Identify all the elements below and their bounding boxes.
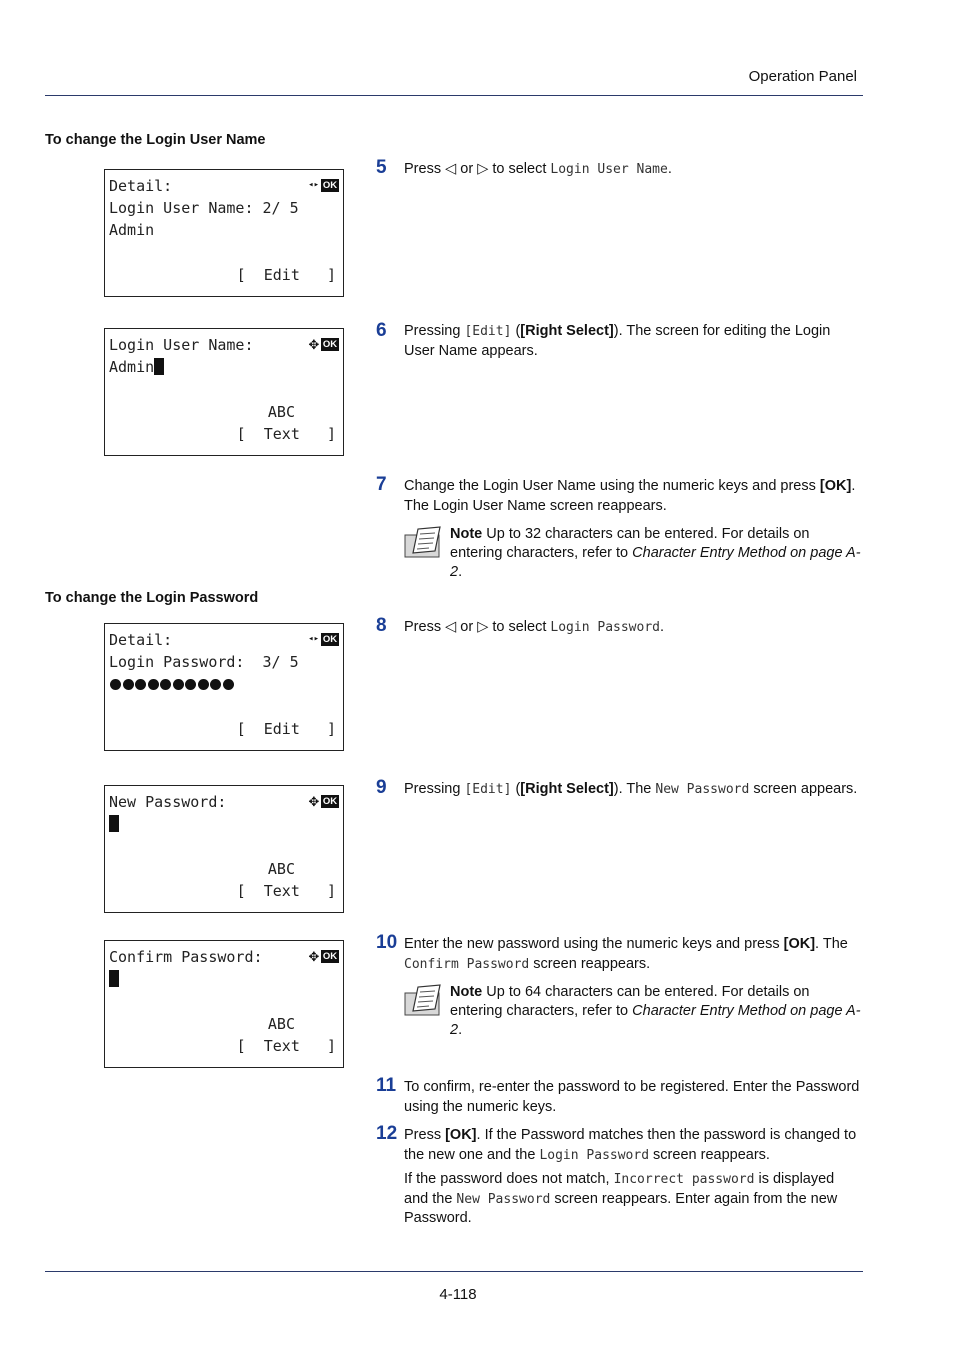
text: Press ◁ or ▷ to select [404, 161, 551, 177]
text: To confirm, re-enter the password to be registered. Enter the Password using the numeric keys. [404, 1079, 860, 1115]
cross-reference: Character Entry Method on page A-2 [450, 1003, 861, 1038]
four-way-arrow-icon: ✥ [308, 334, 319, 354]
text: . If the Password matches then the password is changed to the new one and the [404, 1127, 857, 1163]
text: ( [511, 323, 521, 339]
text: Change the Login User Name using the numeric keys and press [404, 478, 820, 494]
step-number: 10 [376, 932, 398, 953]
text: . [458, 1022, 463, 1038]
text: . [659, 619, 665, 635]
key-name: [OK] [445, 1127, 477, 1143]
ok-icon: OK [322, 339, 338, 350]
text: ( [511, 781, 521, 797]
mask-dot [198, 679, 209, 690]
text-cursor [109, 970, 119, 987]
panel-text: Login User Name [550, 162, 668, 177]
text: screen reappears. [649, 1146, 770, 1163]
screen-line: Admin [109, 221, 155, 239]
panel-screen-new-password [104, 785, 344, 913]
panel-text: New Password [655, 782, 750, 797]
ok-icon: OK [322, 796, 338, 807]
screen-line-input [109, 968, 119, 990]
screen-line-input [109, 813, 119, 835]
screen-line: Confirm Password: [109, 948, 263, 966]
mask-dot [135, 679, 146, 690]
step-number: 5 [376, 157, 387, 178]
text: Up to 32 characters can be entered. For details on entering characters, refer to [450, 526, 810, 561]
step-text [404, 160, 862, 180]
note-label: Note [450, 526, 483, 542]
step-text [404, 1126, 862, 1165]
softkey-label: [ Text ] [236, 425, 336, 443]
input-mode-label: ABC [267, 403, 295, 421]
text: screen reappears. [529, 955, 651, 972]
step-text [404, 935, 862, 974]
softkey-label: [ Edit ] [236, 720, 336, 738]
cross-reference: Character Entry Method on page A-2 [450, 545, 861, 580]
mask-dot [123, 679, 134, 690]
page-number: 4-118 [439, 1286, 477, 1303]
text: screen reappears. Enter again from the new Password. [404, 1190, 838, 1226]
mask-dot [173, 679, 184, 690]
note-icon [404, 525, 442, 559]
step-number: 7 [376, 474, 387, 495]
mask-dot [185, 679, 196, 690]
mask-dot [160, 679, 171, 690]
mask-dot [210, 679, 221, 690]
panel-text: Incorrect password [613, 1172, 755, 1187]
panel-screen-detail-user [104, 169, 344, 297]
step-number: 9 [376, 777, 387, 798]
input-mode-label: ABC [267, 1015, 295, 1033]
softkey-label: [ Text ] [236, 1037, 336, 1055]
note-icon [404, 983, 442, 1017]
panel-text: [Edit] [464, 324, 512, 339]
step-text-continued [404, 1170, 862, 1229]
ok-icon: OK [322, 951, 338, 962]
note-label: Note [450, 984, 483, 1000]
text: ). The screen for editing the Login User Name appears. [404, 323, 831, 359]
key-name: [Right Select] [520, 323, 614, 339]
panel-text: New Password [456, 1191, 551, 1207]
text: Enter the new password using the numeric keys and press [404, 936, 784, 952]
key-name: [OK] [819, 478, 852, 494]
text: Pressing [404, 323, 465, 339]
input-value: Admin [109, 358, 155, 376]
input-mode-label: ABC [267, 860, 295, 878]
step-number: 12 [376, 1123, 398, 1144]
panel-text: Login Password [539, 1147, 650, 1163]
text: Up to 64 characters can be entered. For details on entering characters, refer to [450, 984, 810, 1019]
left-right-arrow-icon: ◂▸ [308, 634, 319, 644]
ok-icon: OK [322, 180, 338, 191]
left-right-arrow-icon: ◂▸ [308, 180, 319, 190]
screen-line-input [109, 356, 164, 378]
step-text [404, 1078, 862, 1117]
step-text [404, 780, 862, 800]
ok-icon: OK [322, 634, 338, 645]
panel-screen-edit-user [104, 328, 344, 456]
text: Pressing [404, 781, 465, 797]
text: screen appears. [749, 781, 858, 797]
screen-line: Login User Name: [109, 336, 254, 354]
header-rule [45, 95, 863, 96]
text: Press ◁ or ▷ to select [404, 619, 551, 635]
panel-screen-detail-password [104, 623, 344, 751]
step-number: 6 [376, 320, 387, 341]
text-cursor [109, 815, 119, 832]
softkey-label: [ Edit ] [236, 266, 336, 284]
screen-line: Detail: [109, 177, 173, 195]
text-cursor [154, 358, 164, 375]
panel-text: Login Password [550, 620, 660, 635]
screen-line: New Password: [109, 793, 227, 811]
text: Press [404, 1127, 446, 1143]
panel-text: [Edit] [464, 782, 512, 797]
text: . The [815, 936, 848, 952]
text: . [667, 161, 672, 177]
note-text [450, 525, 862, 582]
four-way-arrow-icon: ✥ [308, 946, 319, 966]
screen-line: Login Password: 3/ 5 [109, 653, 299, 671]
screen-line: Detail: [109, 631, 173, 649]
section-title-login-password: To change the Login Password [45, 590, 259, 606]
mask-dot [148, 679, 159, 690]
section-title-login-user: To change the Login User Name [45, 132, 266, 148]
key-name: [Right Select] [520, 781, 614, 797]
text: . The Login User Name screen reappears. [404, 478, 856, 514]
step-number: 8 [376, 615, 387, 636]
softkey-label: [ Text ] [236, 882, 336, 900]
screen-line: Login User Name: 2/ 5 [109, 199, 299, 217]
panel-text: Confirm Password [404, 956, 530, 972]
step-number: 11 [376, 1075, 397, 1096]
text: . [458, 564, 463, 580]
mask-dot [110, 679, 121, 690]
step-text [404, 618, 862, 638]
step-text [404, 477, 862, 516]
panel-screen-confirm-password [104, 940, 344, 1068]
footer-rule [45, 1271, 863, 1272]
masked-password [110, 676, 235, 694]
step-text [404, 322, 862, 361]
text: ). The [613, 781, 656, 797]
text: If the password does not match, [404, 1171, 614, 1187]
mask-dot [223, 679, 234, 690]
running-header: Operation Panel [748, 68, 857, 85]
text: is displayed and the [404, 1171, 835, 1207]
note-text [450, 983, 862, 1040]
key-name: [OK] [783, 936, 816, 952]
four-way-arrow-icon: ✥ [308, 791, 319, 811]
